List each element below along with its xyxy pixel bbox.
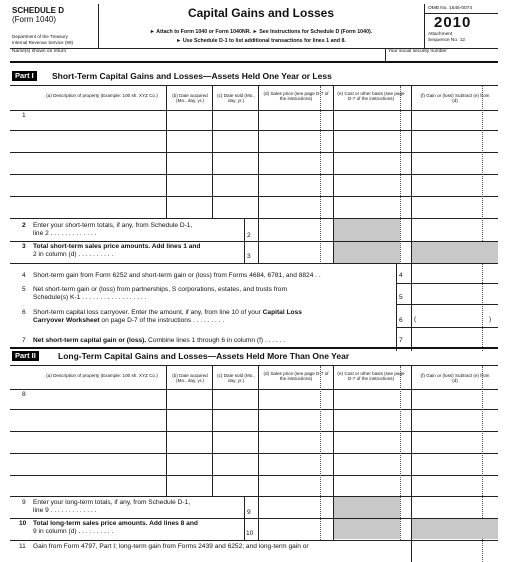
line-6-close-paren: ) (489, 316, 492, 323)
col-a-header-2: (a) Description of property (Example: 100 sh. XYZ Co.) (46, 373, 158, 378)
part-1-grid-line (166, 86, 167, 218)
col-d-header: (d) Sales price (see page D-7 of the instructions) (263, 91, 329, 101)
part-2-header-rule (10, 389, 498, 390)
irs-line: Internal Revenue Service (99) (12, 40, 74, 45)
line-7-bold-text: Net short-term capital gain or (loss). (33, 337, 147, 344)
line-6-bold-text: Capital Loss (262, 309, 302, 316)
part-1-grid-line (320, 86, 321, 264)
line-9-number: 9 (22, 499, 26, 506)
line-5-number: 5 (22, 286, 26, 293)
schedule-d1-instruction: ► Use Schedule D-1 to list additional transactions for lines 1 and 8. (176, 38, 346, 44)
line-8-number: 8 (22, 391, 26, 398)
part-1-grid-line (400, 86, 401, 264)
line-2-label-cont: line 2 . . . . . . . . . . . . . (33, 230, 97, 237)
line-6-text: Short-term capital loss carryover. Enter the amount, if any, from line 10 of your (33, 309, 263, 316)
line-10-label: Total long-term sales price amounts. Add lines 8 and (33, 520, 198, 527)
line-9-box-number: 9 (247, 509, 251, 516)
line-5-box-number: 5 (399, 294, 403, 301)
line-2-shaded-cell (334, 219, 400, 241)
col-e-header: (e) Cost or other basis (see page D-7 of the instructions) (337, 91, 405, 101)
line-6-text-2: on page D-7 of the instructions . . . . . . . . . (99, 317, 225, 324)
part-2-grid-line (212, 366, 213, 496)
form-reference: (Form 1040) (12, 15, 57, 24)
line-9-rule (10, 518, 498, 519)
line-11-label: Gain from Form 4797, Part I; long-term gain from Forms 2439 and 6252; and long-term gain or (33, 543, 309, 550)
line-2-rule (10, 241, 498, 242)
line-9-label-cont: line 9 . . . . . . . . . . . . . (33, 507, 97, 514)
line-6-box-number: 6 (399, 317, 403, 324)
sequence-number: Sequence No. 12 (428, 38, 466, 43)
attachment-label: Attachment (428, 32, 453, 37)
line-1-row-rule (10, 130, 498, 131)
part-2-tag: Part II (12, 351, 39, 361)
line-4-number: 4 (22, 272, 26, 279)
line-6-open-paren: ( (414, 316, 417, 323)
part-1-title-rule (10, 85, 498, 86)
line-5-label-cont: Schedule(s) K-1 . . . . . . . . . . . . . . . . . . (33, 294, 147, 301)
header-divider-right (424, 4, 425, 48)
line-1-row-rule (10, 218, 498, 219)
line-4-box-number: 4 (399, 272, 403, 279)
line-7-number: 7 (22, 337, 26, 344)
lines-4-7-box-divider (396, 264, 397, 351)
name-row-bottom-rule (10, 61, 498, 63)
department-line: Department of the Treasury (12, 34, 68, 39)
col-d-header-2: (d) Sales price (see page D-7 of the instructions) (263, 371, 329, 381)
line-8-row-rule (10, 475, 498, 476)
line-1-row-rule (10, 174, 498, 175)
part-1-grid-line (482, 86, 483, 351)
col-c-header-2: (c) Date sold (Mo., day, yr.) (217, 373, 255, 383)
line-5-label: Net short-term gain or (loss) from partnerships, S corporations, estates, and trusts from (33, 286, 287, 293)
part-1-grid-line (258, 86, 259, 264)
line-6-label-cont (33, 317, 224, 325)
line-3-label-cont: 2 in column (d) . . . . . . . . . . (33, 251, 114, 258)
line-7-text: Combine lines 1 through 6 in column (f) . . . . . . (146, 337, 286, 344)
ssn-divider (385, 48, 386, 61)
line-8-row-rule (10, 409, 498, 410)
line-4-label: Short-term gain from Form 6252 and short-term gain or (loss) from Forms 4684, 6781, and 8824 . . (33, 272, 321, 279)
line-10-shaded-cell (334, 519, 400, 539)
line-9-label: Enter your long-term totals, if any, from Schedule D-1, (33, 499, 191, 506)
line-5-rule (396, 304, 498, 305)
line-10-number: 10 (19, 520, 27, 527)
line-3-shaded-cell (334, 242, 400, 263)
part-2-grid-line (258, 366, 259, 540)
name-label: Name(s) shown on return (12, 49, 67, 54)
line-2-number: 2 (22, 222, 26, 229)
line-10-box-number: 10 (246, 530, 254, 537)
part-1-tag: Part I (12, 71, 37, 81)
line-1-row-rule (10, 196, 498, 197)
line-7-box-number: 7 (399, 337, 403, 344)
form-title: Capital Gains and Losses (187, 6, 335, 20)
schedule-label: SCHEDULE D (12, 6, 65, 15)
line-1-number: 1 (22, 112, 26, 119)
part-2-title-rule (10, 365, 498, 366)
line-8-row-rule (10, 431, 498, 432)
line-11-number: 11 (19, 543, 26, 550)
line-10-label-cont: 9 in column (d) . . . . . . . . . . (33, 528, 114, 535)
part-1-header-rule (10, 110, 498, 111)
line-6-bold-text-2: Carryover Worksheet (33, 317, 100, 324)
line-6-label (33, 309, 302, 317)
line-4-rule (396, 283, 498, 284)
col-f-header: (f) Gain or (loss) Subtract (e) from (d) (420, 93, 490, 103)
line-9-shaded-cell (334, 497, 400, 518)
part-1-bottom-rule (10, 347, 498, 349)
part-1-grid-line (411, 86, 412, 351)
line-3-rule (10, 263, 498, 264)
ssn-label: Your social security number (388, 49, 447, 54)
attach-instruction: ► Attach to Form 1040 or Form 1040NR. ► See Instructions for Schedule D (Form 1040). (149, 29, 373, 35)
line-3-box-number: 3 (247, 253, 251, 260)
omb-number: OMB No. 1545-0074 (428, 6, 472, 11)
col-a-header: (a) Description of property (Example: 100 sh. XYZ Co.) (46, 93, 158, 98)
part-1-title: Short-Term Capital Gains and Losses—Assets Held One Year or Less (52, 71, 332, 81)
line-6-rule (396, 327, 498, 328)
part-2-grid-line (166, 366, 167, 496)
col-f-header-2: (f) Gain or (loss) Subtract (e) from (d) (420, 373, 490, 383)
col-b-header: (b) Date acquired (Mo., day, yr.) (172, 93, 208, 103)
line-10-rule (10, 540, 498, 541)
line-1-row-rule (10, 152, 498, 153)
part-1-grid-line (212, 86, 213, 218)
col-c-header: (c) Date sold (Mo., day, yr.) (217, 93, 255, 103)
part-2-grid-line (320, 366, 321, 540)
col-e-header-2: (e) Cost or other basis (see page D-7 of the instructions) (337, 371, 405, 381)
part-2-title: Long-Term Capital Gains and Losses—Assets Held More Than One Year (58, 351, 350, 361)
line-7-label (33, 337, 285, 345)
col-b-header-2: (b) Date acquired (Mo., day, yr.) (172, 373, 208, 383)
tax-year: 2010 (434, 14, 472, 31)
part-2-grid-line (400, 366, 401, 540)
line-8-row-rule (10, 453, 498, 454)
line-2-box-number: 2 (247, 232, 251, 239)
line-2-label: Enter your short-term totals, if any, from Schedule D-1, (33, 222, 193, 229)
line-10-shaded-cell (412, 519, 498, 539)
line-6-number: 6 (22, 309, 26, 316)
line-8-row-rule (10, 496, 498, 497)
line-3-shaded-cell (412, 242, 498, 263)
line-3-number: 3 (22, 243, 26, 250)
line-3-label: Total short-term sales price amounts. Add lines 1 and (33, 243, 201, 250)
